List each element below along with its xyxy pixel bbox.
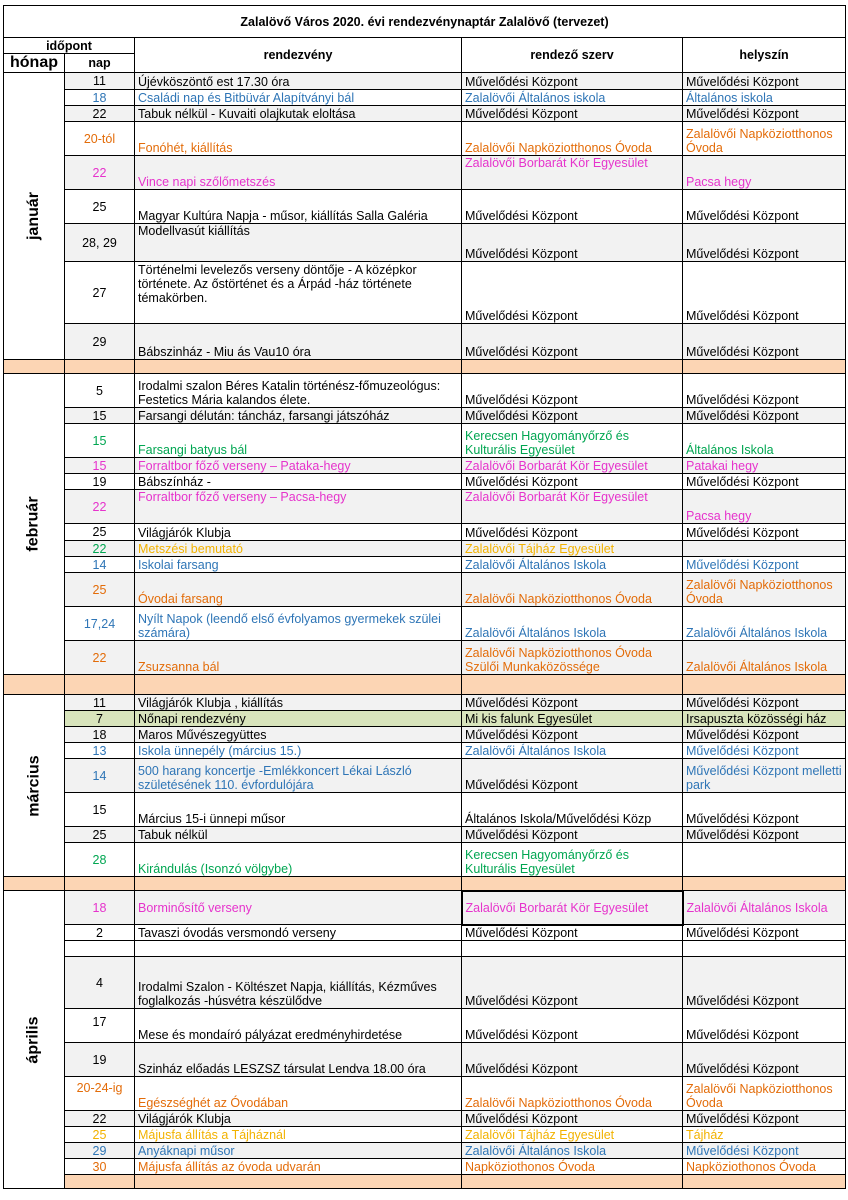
header-honap: hónap xyxy=(4,54,65,73)
event-cell: Forraltbor főző verseny – Pacsa-hegy xyxy=(135,490,462,524)
event-cell: Fonóhét, kiállítás xyxy=(135,122,462,156)
organizer-cell: Művelődési Központ xyxy=(462,759,683,793)
header-helyszin: helyszín xyxy=(683,38,846,73)
event-cell: Irodalmi szalon Béres Katalin történész-főmuzeológus: Festetics Mária kalandos élete. xyxy=(135,374,462,408)
organizer-cell: Művelődési Központ xyxy=(462,1111,683,1127)
venue-cell xyxy=(683,843,846,877)
month-februar xyxy=(4,374,65,675)
venue-cell: Művelődési Központ xyxy=(683,374,846,408)
venue-cell: Zalalövői Általános Iskola xyxy=(683,607,846,641)
venue-cell: Művelődési Központ xyxy=(683,743,846,759)
month-label: április xyxy=(24,1015,42,1064)
venue-cell: Művelődési Központ xyxy=(683,925,846,941)
venue-cell: Pacsa hegy xyxy=(683,156,846,190)
month-separator xyxy=(4,675,846,695)
day-cell: 30 xyxy=(65,1159,135,1175)
organizer-cell: Zalalövői Általános Iskola xyxy=(462,607,683,641)
day-cell: 19 xyxy=(65,474,135,490)
venue-cell: Tájház xyxy=(683,1127,846,1143)
header-rendezo: rendező szerv xyxy=(462,38,683,73)
venue-cell: Irsapuszta közösségi ház xyxy=(683,711,846,727)
day-cell: 4 xyxy=(65,957,135,1009)
venue-cell: Művelődési Központ xyxy=(683,224,846,262)
month-separator xyxy=(4,877,846,891)
venue-cell: Művelődési Központ xyxy=(683,957,846,1009)
table-title: Zalalövő Város 2020. évi rendezvénynaptár Zalalövő (tervezet) xyxy=(4,6,846,38)
venue-cell: Művelődési Központ xyxy=(683,827,846,843)
venue-cell: Művelődési Központ xyxy=(683,1043,846,1077)
event-cell: Farsangi délután: táncház, farsangi játszóház xyxy=(135,408,462,424)
event-cell: Zsuzsanna bál xyxy=(135,641,462,675)
venue-cell: Művelődési Központ melletti park xyxy=(683,759,846,793)
day-cell: 2 xyxy=(65,925,135,941)
day-cell: 15 xyxy=(65,408,135,424)
day-cell: 28, 29 xyxy=(65,224,135,262)
venue-cell: Művelődési Központ xyxy=(683,695,846,711)
venue-cell: Művelődési Központ xyxy=(683,1111,846,1127)
event-cell: Iskolai farsang xyxy=(135,557,462,573)
organizer-cell: Zalalövői Általános Iskola xyxy=(462,1143,683,1159)
organizer-cell: Általános Iskola/Művelődési Közp xyxy=(462,793,683,827)
event-cell: Modellvasút kiállítás xyxy=(135,224,462,262)
venue-cell: Művelődési Központ xyxy=(683,1143,846,1159)
month-marcius xyxy=(4,695,65,877)
organizer-cell: Művelődési Központ xyxy=(462,224,683,262)
venue-cell: Zalalövői Napköziotthonos Óvoda xyxy=(683,122,846,156)
organizer-cell: Zalalövői Napköziotthonos Óvoda Szülői Munkaközössége xyxy=(462,641,683,675)
header-rendezveny: rendezvény xyxy=(135,38,462,73)
event-cell: Újévköszöntő est 17.30 óra xyxy=(135,73,462,90)
venue-cell: Művelődési Központ xyxy=(683,524,846,541)
event-cell: Magyar Kultúra Napja - műsor, kiállítás Salla Galéria xyxy=(135,190,462,224)
organizer-cell: Zalalövői Borbarát Kör Egyesület xyxy=(462,458,683,474)
event-cell: 500 harang koncertje -Emlékkoncert Lékai László születésének 110. évfordulójára xyxy=(135,759,462,793)
organizer-cell: Zalalövői Általános Iskola xyxy=(462,557,683,573)
organizer-cell: Művelődési Központ xyxy=(462,106,683,122)
venue-cell: Művelődési Központ xyxy=(683,1009,846,1043)
event-cell: Világjárók Klubja xyxy=(135,1111,462,1127)
organizer-cell: Művelődési Központ xyxy=(462,474,683,490)
event-cell: Májusfa állítás az óvoda udvarán xyxy=(135,1159,462,1175)
day-cell: 19 xyxy=(65,1043,135,1077)
venue-cell: Zalalövői Általános Iskola xyxy=(683,891,846,925)
day-cell: 22 xyxy=(65,641,135,675)
organizer-cell: Művelődési Központ xyxy=(462,1009,683,1043)
event-cell: Maros Művészegyüttes xyxy=(135,727,462,743)
organizer-cell: Művelődési Központ xyxy=(462,262,683,324)
day-cell: 18 xyxy=(65,891,135,925)
organizer-cell: Kerecsen Hagyományőrző és Kulturális Egyesület xyxy=(462,424,683,458)
event-cell: Vince napi szőlőmetszés xyxy=(135,156,462,190)
event-cell: Egészséghét az Óvodában xyxy=(135,1077,462,1111)
event-cell: Nyílt Napok (leendő első évfolyamos gyermekek szülei számára) xyxy=(135,607,462,641)
organizer-cell: Művelődési Központ xyxy=(462,827,683,843)
day-cell: 11 xyxy=(65,695,135,711)
venue-cell: Pacsa hegy xyxy=(683,490,846,524)
day-cell: 14 xyxy=(65,557,135,573)
event-cell: Történelmi levelezős verseny döntője - A középkor története. Az őstörténet és a Árpád -ház története témakörben. xyxy=(135,262,462,324)
event-cell: Farsangi batyus bál xyxy=(135,424,462,458)
day-cell: 22 xyxy=(65,541,135,557)
day-cell: 25 xyxy=(65,524,135,541)
event-cell: Március 15-i ünnepi műsor xyxy=(135,793,462,827)
event-cell: Kirándulás (Isonzó völgybe) xyxy=(135,843,462,877)
organizer-cell: Zalalövői Borbarát Kör Egyesület xyxy=(462,891,683,925)
day-cell: 25 xyxy=(65,190,135,224)
day-cell: 5 xyxy=(65,374,135,408)
organizer-cell: Zalalövői Általános iskola xyxy=(462,90,683,106)
event-cell: Óvodai farsang xyxy=(135,573,462,607)
venue-cell: Napköziothonos Óvoda xyxy=(683,1159,846,1175)
venue-cell: Művelődési Központ xyxy=(683,474,846,490)
day-cell: 13 xyxy=(65,743,135,759)
empty-row xyxy=(4,941,846,957)
day-cell: 20-tól xyxy=(65,122,135,156)
day-cell: 15 xyxy=(65,424,135,458)
organizer-cell: Művelődési Központ xyxy=(462,524,683,541)
organizer-cell: Napköziothonos Óvoda xyxy=(462,1159,683,1175)
header-idopont: időpont xyxy=(4,38,135,54)
event-cell: Mese és mondaíró pályázat eredményhirdetése xyxy=(135,1009,462,1043)
venue-cell: Művelődési Központ xyxy=(683,262,846,324)
organizer-cell: Zalalövői Napköziotthonos Óvoda xyxy=(462,573,683,607)
venue-cell: Művelődési Központ xyxy=(683,793,846,827)
day-cell: 14 xyxy=(65,759,135,793)
day-cell: 25 xyxy=(65,573,135,607)
day-cell: 27 xyxy=(65,262,135,324)
event-cell: Forraltbor főző verseny – Pataka-hegy xyxy=(135,458,462,474)
event-cell: Borminősítő verseny xyxy=(135,891,462,925)
month-aprilis xyxy=(4,891,65,1189)
venue-cell: Művelődési Központ xyxy=(683,727,846,743)
venue-cell: Zalalövői Általános Iskola xyxy=(683,641,846,675)
day-cell: 15 xyxy=(65,458,135,474)
event-cell: Tabuk nélkül - Kuvaiti olajkutak eloltása xyxy=(135,106,462,122)
event-cell: Metszési bemutató xyxy=(135,541,462,557)
venue-cell: Zalalövői Napköziotthonos Óvoda xyxy=(683,573,846,607)
venue-cell: Általános Iskola xyxy=(683,424,846,458)
month-label: március xyxy=(25,754,43,817)
organizer-cell: Művelődési Központ xyxy=(462,1043,683,1077)
venue-cell: Művelődési Központ xyxy=(683,408,846,424)
event-cell: Bábszínház - xyxy=(135,474,462,490)
organizer-cell: Zalalövői Napköziotthonos Óvoda xyxy=(462,122,683,156)
day-cell: 22 xyxy=(65,490,135,524)
day-cell: 20-24-ig xyxy=(65,1077,135,1111)
event-cell: Iskola ünnepély (március 15.) xyxy=(135,743,462,759)
day-cell: 11 xyxy=(65,73,135,90)
day-cell: 25 xyxy=(65,827,135,843)
organizer-cell: Művelődési Központ xyxy=(462,324,683,360)
event-cell: Irodalmi Szalon - Költészet Napja, kiállítás, Kézműves foglalkozás -húsvétra készülődve xyxy=(135,957,462,1009)
organizer-cell: Művelődési Központ xyxy=(462,695,683,711)
day-cell: 22 xyxy=(65,1111,135,1127)
organizer-cell: Művelődési Központ xyxy=(462,957,683,1009)
organizer-cell: Zalalövői Napköziotthonos Óvoda xyxy=(462,1077,683,1111)
event-cell: Anyáknapi műsor xyxy=(135,1143,462,1159)
organizer-cell: Zalalövői Borbarát Kör Egyesület xyxy=(462,156,683,190)
event-cell: Világjárók Klubja xyxy=(135,524,462,541)
day-cell: 17 xyxy=(65,1009,135,1043)
month-separator xyxy=(4,360,846,374)
event-cell: Nőnapi rendezvény xyxy=(135,711,462,727)
day-cell: 22 xyxy=(65,106,135,122)
organizer-cell: Mi kis falunk Egyesület xyxy=(462,711,683,727)
event-cell: Tavaszi óvodás versmondó verseny xyxy=(135,925,462,941)
venue-cell: Általános iskola xyxy=(683,90,846,106)
day-cell: 7 xyxy=(65,711,135,727)
month-label: február xyxy=(25,496,42,552)
day-cell: 29 xyxy=(65,1143,135,1159)
event-calendar-table xyxy=(3,5,846,1189)
event-cell: Májusfa állítás a Tájháznál xyxy=(135,1127,462,1143)
day-cell: 17,24 xyxy=(65,607,135,641)
organizer-cell: Zalalövői Tájház Egyesület xyxy=(462,1127,683,1143)
event-cell: Bábszinház - Miu ás Vau10 óra xyxy=(135,324,462,360)
organizer-cell: Zalalövői Borbarát Kör Egyesület xyxy=(462,490,683,524)
event-cell: Tabuk nélkül xyxy=(135,827,462,843)
organizer-cell: Művelődési Központ xyxy=(462,925,683,941)
organizer-cell: Művelődési Központ xyxy=(462,727,683,743)
header-nap: nap xyxy=(65,54,135,73)
venue-cell: Művelődési Központ xyxy=(683,106,846,122)
month-januar xyxy=(4,73,65,360)
day-cell: 28 xyxy=(65,843,135,877)
venue-cell: Művelődési Központ xyxy=(683,324,846,360)
day-cell: 15 xyxy=(65,793,135,827)
day-cell: 18 xyxy=(65,90,135,106)
organizer-cell: Művelődési Központ xyxy=(462,374,683,408)
venue-cell: Zalalövői Napköziotthonos Óvoda xyxy=(683,1077,846,1111)
venue-cell: Patakai hegy xyxy=(683,458,846,474)
venue-cell: Művelődési Központ xyxy=(683,557,846,573)
venue-cell: Művelődési Központ xyxy=(683,190,846,224)
event-cell: Szinház előadás LESZSZ társulat Lendva 18.00 óra xyxy=(135,1043,462,1077)
organizer-cell: Kerecsen Hagyományőrző és Kulturális Egyesület xyxy=(462,843,683,877)
event-cell: Családi nap és Bitbüvár Alapítványi bál xyxy=(135,90,462,106)
venue-cell: Művelődési Központ xyxy=(683,73,846,90)
organizer-cell: Zalalövői Tájház Egyesület xyxy=(462,541,683,557)
month-label: január xyxy=(24,191,42,241)
organizer-cell: Zalalövői Általános Iskola xyxy=(462,743,683,759)
month-separator xyxy=(4,1175,846,1189)
day-cell: 25 xyxy=(65,1127,135,1143)
organizer-cell: Művelődési Központ xyxy=(462,408,683,424)
venue-cell xyxy=(683,541,846,557)
day-cell: 29 xyxy=(65,324,135,360)
day-cell: 18 xyxy=(65,727,135,743)
event-cell: Világjárók Klubja , kiállítás xyxy=(135,695,462,711)
organizer-cell: Művelődési Központ xyxy=(462,190,683,224)
organizer-cell: Művelődési Központ xyxy=(462,73,683,90)
day-cell: 22 xyxy=(65,156,135,190)
